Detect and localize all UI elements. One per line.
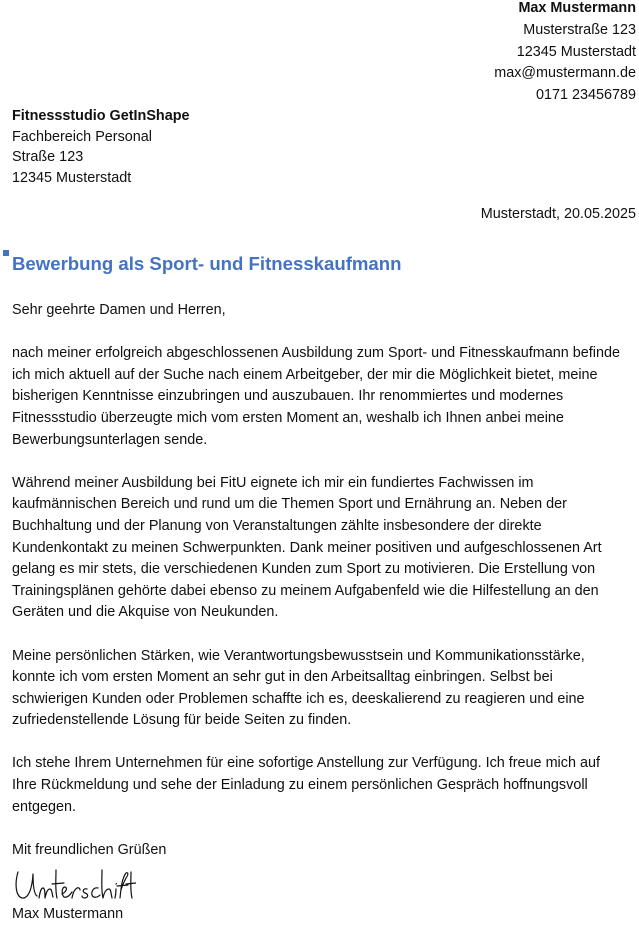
paragraph-line: schwierigen Kunden oder Problemen schaffte ich es, deeskalierend zu reagieren und eine: [12, 690, 585, 707]
sender-phone: 0171 23456789: [535, 87, 636, 104]
paragraph-spacer: [12, 322, 634, 344]
paragraph-spacer: [12, 451, 634, 473]
letter-body: [12, 300, 634, 861]
sender-street: Musterstraße 123: [523, 21, 636, 38]
paragraph-line: konnte ich vom ersten Moment an sehr gut in den Arbeitsalltag einbringen. Selbst bei: [12, 669, 553, 686]
letter-date: Musterstadt, 20.05.2025: [480, 206, 636, 222]
recipient-city: 12345 Musterstadt: [12, 169, 132, 186]
closing: Mit freundlichen Grüßen: [12, 841, 167, 858]
paragraph-line: Ihre Rückmeldung und sehe der Einladung zu einem persönlichen Gespräch hoffnungsvoll: [12, 777, 588, 794]
paragraph-line: Geräten und die Akquise von Neukunden.: [12, 604, 279, 621]
paragraph-line: Fitnessstudio überzeugte mich vom ersten Moment an, weshalb ich Ihnen anbei meine: [12, 409, 564, 426]
paragraph-line: Buchhaltung und der Planung von Veranstaltungen zählte insbesondere der direkte: [12, 517, 542, 534]
recipient-street: Straße 123: [12, 149, 84, 165]
paragraph-line: Kundenkontakt zu meinen Schwerpunkten. Dank meiner positiven und aufgeschlossenen Art: [12, 539, 602, 556]
paragraph-3: [12, 646, 634, 732]
letter-subject: Bewerbung als Sport- und Fitnesskaufmann: [12, 253, 402, 274]
signature-drawing: [12, 864, 136, 904]
sender-email: max@mustermann.de: [494, 65, 636, 82]
paragraph-line: entgegen.: [12, 798, 77, 815]
sender-address-block: [494, 0, 636, 107]
signer-name: Max Mustermann: [12, 906, 124, 922]
paragraph-4: [12, 753, 634, 818]
paragraph-line: Bewerbungsunterlagen sende.: [12, 431, 208, 448]
recipient-department: Fachbereich Personal: [12, 128, 152, 145]
paragraph-line: bisherigen Kenntnisse einzubringen und auszubauen. Ihr renommiertes und modernes: [12, 388, 564, 405]
paragraph-line: Trainingsplänen gehörte dabei ebenso zu meinem Aufgabenfeld wie die Hilfestellung an den: [12, 582, 599, 599]
paragraph-line: nach meiner erfolgreich abgeschlossenen Ausbildung zum Sport- und Fitnesskaufmann befinde: [12, 345, 620, 362]
sender-name: Max Mustermann: [518, 0, 636, 16]
heading-marker: [3, 250, 9, 256]
paragraph-line: kaufmännischen Bereich und rund um die Themen Sport und Ernährung an. Neben der: [12, 496, 567, 513]
paragraph-spacer: [12, 732, 634, 754]
recipient-address-block: [12, 106, 190, 188]
recipient-company: Fitnessstudio GetInShape: [12, 108, 190, 124]
paragraph-spacer: [12, 624, 634, 646]
paragraph-1: [12, 343, 634, 451]
paragraph-line: Ich stehe Ihrem Unternehmen für eine sofortige Anstellung zur Verfügung. Ich freue mich auf: [12, 755, 600, 772]
paragraph-line: zufriedenstellende Lösung für beide Seiten zu finden.: [12, 712, 352, 729]
paragraph-spacer: [12, 818, 634, 840]
paragraph-line: Meine persönlichen Stärken, wie Verantwortungsbewusstsein und Kommunikationsstärke,: [12, 647, 585, 664]
paragraph-2: [12, 473, 634, 624]
paragraph-line: ich mich aktuell auf der Suche nach einem Arbeitgeber, der mir die Möglichkeit bietet, meine: [12, 366, 598, 383]
sender-city: 12345 Musterstadt: [516, 43, 636, 60]
salutation: Sehr geehrte Damen und Herren,: [12, 302, 226, 318]
paragraph-line: gelang es mir stets, die verschiedenen Kunden zum Sport zu motivieren. Die Erstellung von: [12, 561, 596, 578]
paragraph-line: Während meiner Ausbildung bei FitU eignete ich mir ein fundiertes Fachwissen im: [12, 474, 534, 491]
